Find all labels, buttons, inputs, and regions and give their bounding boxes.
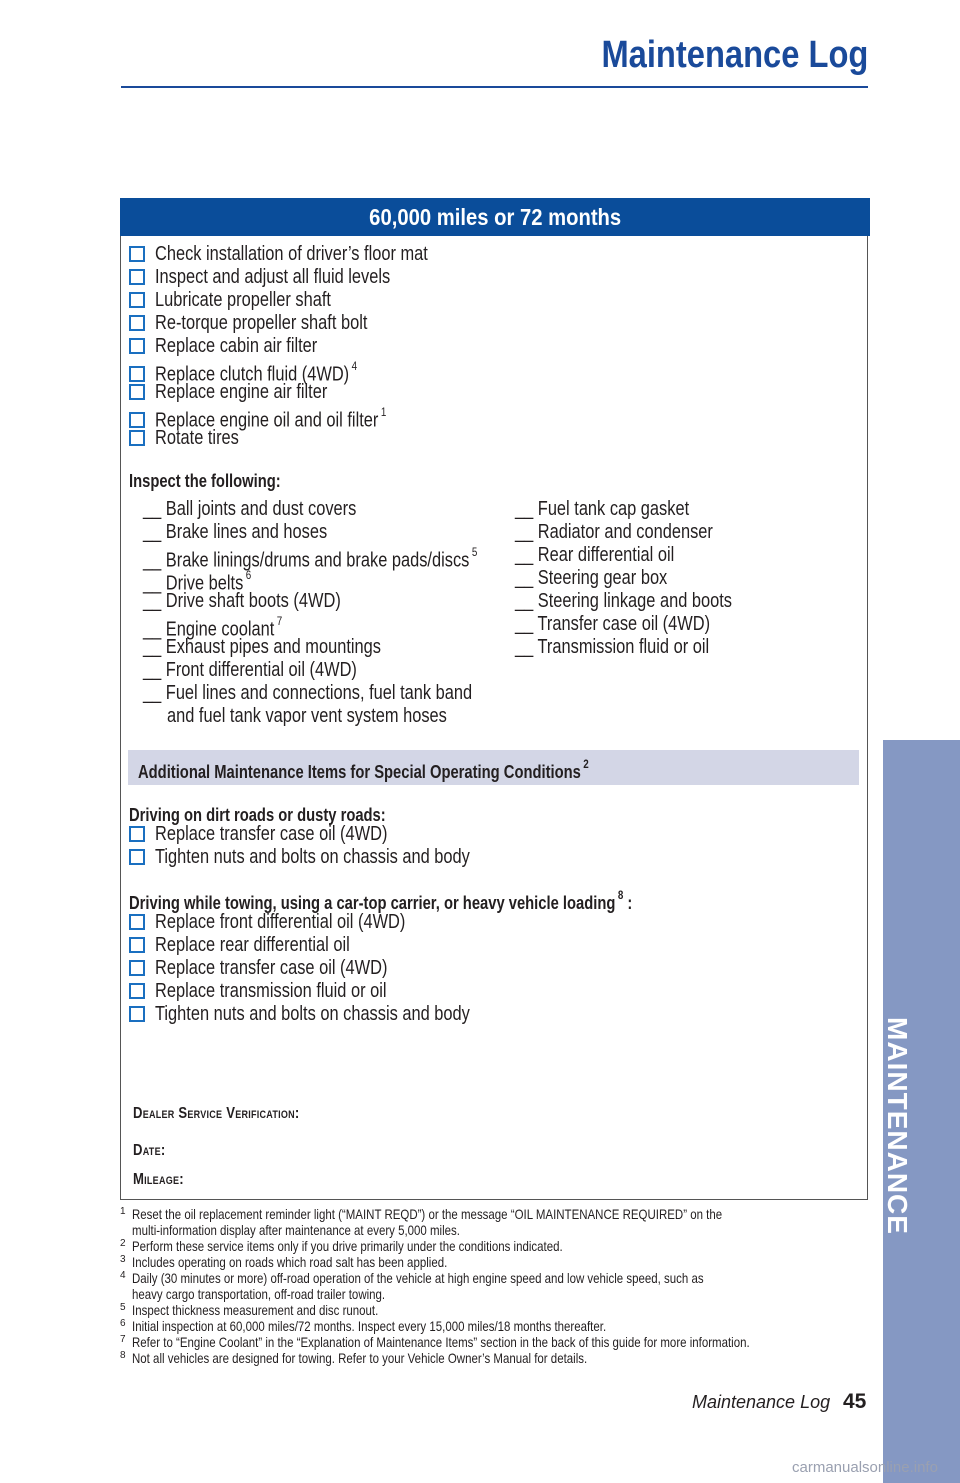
checkbox[interactable] [129,292,145,308]
footnote-ref: 7 [276,614,283,628]
footnote [120,1238,868,1254]
interval-header-text: 60,000 miles or 72 months [368,204,621,230]
checklist-item [129,335,488,358]
mileage-label: Mileage: [133,1171,184,1188]
inspect-item [143,659,551,682]
inspect-item [143,636,551,659]
checklist-item-text: Replace engine air filter [155,381,328,403]
checkbox[interactable] [129,315,145,331]
checkbox[interactable] [129,412,145,428]
checklist-item [129,980,539,1003]
footnote-text: Inspect thickness measurement and disc runout. [132,1302,379,1318]
checklist-item-text: Check installation of driver’s floor mat [155,243,428,265]
footnote-text: Daily (30 minutes or more) off-road operation of the vehicle at high engine speed and low vehicle speed, such as [132,1270,704,1286]
checklist-item [129,957,539,980]
footnote-ref: 1 [380,405,387,419]
checkbox[interactable] [129,430,145,446]
footnote-number: 4 [120,1270,126,1281]
checkbox[interactable] [129,366,145,382]
towing-heading: Driving while towing, using a car-top carrier, or heavy vehicle loading $^8$ : [129,888,633,913]
footnote [120,1286,868,1302]
inspect-item [143,498,551,521]
inspect-item-text: __ Fuel tank cap gasket [515,498,690,520]
inspect-item-text: __ Steering linkage and boots [515,590,733,612]
checklist-item [129,846,539,869]
inspect-item [143,613,551,641]
checklist-item-text: Inspect and adjust all fluid levels [155,266,391,288]
inspect-item [143,682,551,705]
footnote-number: 8 [120,1350,126,1361]
interval-header [120,198,870,236]
checklist-item-text: Rotate tires [155,427,239,449]
footnote-ref: 6 [245,568,252,582]
footnote [120,1270,868,1286]
inspect-item-text: __ Transmission fluid or oil [515,636,710,658]
service-checklist [129,243,488,450]
inspect-item-text: __ Rear differential oil [515,544,675,566]
checklist-item-text: Replace rear differential oil [155,934,350,956]
footer-label: Maintenance Log [692,1392,831,1412]
footnote-text: Refer to “Engine Coolant” in the “Explanation of Maintenance Items” section in the back of this guide for more information. [132,1334,750,1350]
footnote-text: Initial inspection at 60,000 miles/72 months. Inspect every 15,000 miles/18 months thereafter. [132,1318,607,1334]
inspect-item [143,544,551,572]
checklist-item [129,1003,539,1026]
inspect-list-left [143,498,551,728]
checkbox[interactable] [129,246,145,262]
inspect-item-text: __ Steering gear box [515,567,668,589]
inspect-item-text: __ Brake linings/drums and brake pads/discs $^5$ [143,545,478,572]
checklist-item-text: Replace transmission fluid or oil [155,980,387,1002]
special-conditions-title: Additional Maintenance Items for Special Operating Conditions $^2$ [138,757,589,782]
checklist-item [129,404,488,432]
footnote-text: heavy cargo transportation, off-road trailer towing. [132,1286,386,1302]
checklist-item [129,911,539,934]
inspect-item [143,590,551,613]
checklist-item [129,381,488,404]
footnote [120,1254,868,1270]
footnote [120,1350,868,1366]
footnote-number: 2 [120,1238,126,1249]
inspect-item-text: and fuel tank vapor vent system hoses [167,705,447,727]
footnote-text: Reset the oil replacement reminder light (“MAINT REQD”) or the message “OIL MAINTENANCE REQUIRED” on the [132,1206,723,1222]
checklist-item-text: Replace transfer case oil (4WD) [155,957,388,979]
inspect-item-text: __ Drive shaft boots (4WD) [143,590,341,612]
checklist-item [129,289,488,312]
dirt-roads-heading: Driving on dirt roads or dusty roads: [129,805,386,825]
checkbox[interactable] [129,269,145,285]
inspect-item-text: __ Radiator and condenser [515,521,713,543]
checklist-item-text: Replace front differential oil (4WD) [155,911,406,933]
checklist-item-text: Tighten nuts and bolts on chassis and body [155,846,470,868]
checkbox[interactable] [129,1006,145,1022]
inspect-heading: Inspect the following: [129,471,281,491]
checklist-item [129,266,488,289]
inspect-item-text: __ Engine coolant $^7$ [143,614,283,641]
checklist-item-text: Lubricate propeller shaft [155,289,331,311]
footnote-text: Includes operating on roads which road salt has been applied. [132,1254,448,1270]
watermark: carmanualsonline.info [792,1459,938,1476]
inspect-item-text: __ Fuel lines and connections, fuel tank band [143,682,473,704]
inspect-item [515,636,780,659]
checklist-item [129,312,488,335]
inspect-item [143,705,551,728]
checklist-item-text: Re-torque propeller shaft bolt [155,312,368,334]
checkbox[interactable] [129,914,145,930]
footnote-text: multi-information display after maintenance at every 5,000 miles. [132,1222,460,1238]
inspect-item-text: __ Transfer case oil (4WD) [515,613,711,635]
checklist-item [129,358,488,386]
footnote-number [120,1286,132,1302]
inspect-item-text: __ Ball joints and dust covers [143,498,357,520]
inspect-item-text: __ Brake lines and hoses [143,521,328,543]
inspect-item-text: __ Exhaust pipes and mountings [143,636,381,658]
dirt-roads-checklist [129,823,539,869]
footnote-number: 6 [120,1318,126,1329]
footnote-number: 5 [120,1302,126,1313]
date-label: Date: [133,1142,166,1159]
footnote-ref: 4 [351,359,358,373]
footnotes [120,1206,868,1366]
title-divider [121,86,868,88]
checklist-item-text: Replace transfer case oil (4WD) [155,823,388,845]
section-side-label: MAINTENANCE [882,1017,913,1235]
footnote [120,1318,868,1334]
page-number: 45 [843,1390,867,1413]
footnote-text: Perform these service items only if you drive primarily under the conditions indicated. [132,1238,563,1254]
footnote-number: 1 [120,1206,126,1217]
checkbox[interactable] [129,960,145,976]
inspect-list-right [515,498,780,659]
dealer-verification-label: Dealer Service Verification: [133,1105,300,1122]
checkbox[interactable] [129,338,145,354]
inspect-item-text: __ Front differential oil (4WD) [143,659,357,681]
inspect-item [143,521,551,544]
checklist-item-text: Tighten nuts and bolts on chassis and body [155,1003,470,1025]
checklist-item-text: Replace engine oil and oil filter $^1$ [155,405,387,432]
inspect-item [515,613,780,636]
footnote-number: 7 [120,1334,126,1345]
checklist-item-text: Replace clutch fluid (4WD) $^4$ [155,359,358,386]
footnote [120,1302,868,1318]
inspect-item [515,590,780,613]
checkbox[interactable] [129,983,145,999]
footnote-number: 3 [120,1254,126,1265]
checklist-item-text: Replace cabin air filter [155,335,318,357]
checkbox[interactable] [129,849,145,865]
inspect-item-text: __ Drive belts $^6$ [143,568,252,595]
checklist-item [129,823,539,846]
footnote-ref: 5 [471,545,478,559]
checkbox[interactable] [129,826,145,842]
inspect-item [515,567,780,590]
footnote [120,1206,868,1222]
checkbox[interactable] [129,384,145,400]
footnote-number [120,1222,132,1238]
checkbox[interactable] [129,937,145,953]
checklist-item [129,934,539,957]
towing-checklist [129,911,539,1026]
checklist-item [129,243,488,266]
footnote-text: Not all vehicles are designed for towing. Refer to your Vehicle Owner’s Manual for details. [132,1350,588,1366]
footnote [120,1334,868,1350]
inspect-item [515,521,780,544]
footnote [120,1222,868,1238]
inspect-item [515,544,780,567]
inspect-item [515,498,780,521]
page-title: Maintenance Log [601,34,868,76]
